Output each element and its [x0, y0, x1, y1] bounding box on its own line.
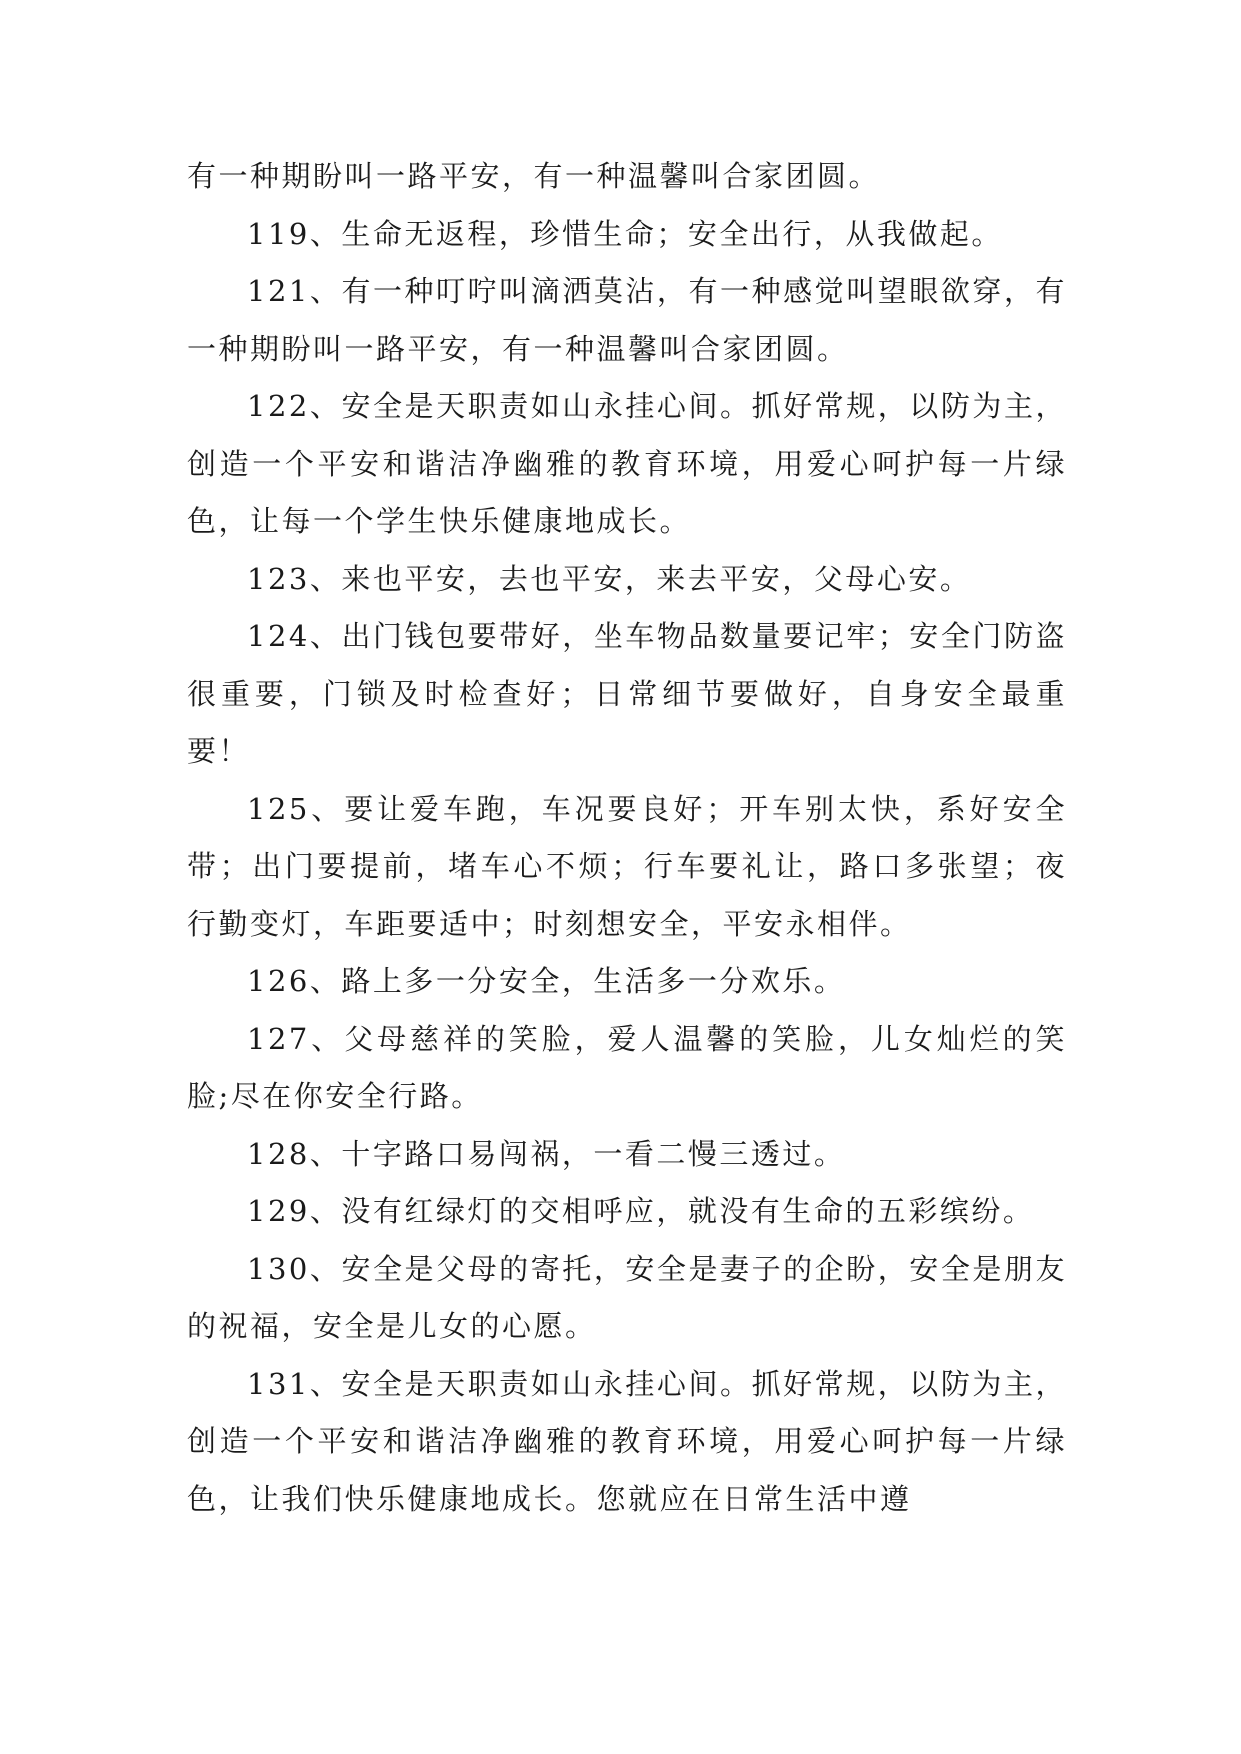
paragraph-122: 122、安全是天职责如山永挂心间。抓好常规，以防为主，创造一个平安和谐洁净幽雅的教育环境，用爱心呵护每一片绿色，让每一个学生快乐健康地成长。 [187, 389, 1067, 538]
paragraph-121: 121、有一种叮咛叫滴洒莫沾，有一种感觉叫望眼欲穿，有一种期盼叫一路平安，有一种温馨叫合家团圆。 [187, 274, 1067, 366]
paragraph-119: 119、生命无返程，珍惜生命；安全出行，从我做起。 [247, 216, 1003, 251]
paragraph-continuation: 有一种期盼叫一路平安，有一种温馨叫合家团圆。 [187, 159, 881, 193]
paragraph-125: 125、要让爱车跑，车况要良好；开车别太快，系好安全带；出门要提前，堵车心不烦；行车要礼让，路口多张望；夜行勤变灯，车距要适中；时刻想安全，平安永相伴。 [187, 791, 1067, 941]
paragraph-128: 128、十字路口易闯祸，一看二慢三透过。 [247, 1136, 846, 1171]
document-body [187, 148, 1067, 1528]
paragraph-131: 131、安全是天职责如山永挂心间。抓好常规，以防为主，创造一个平安和谐洁净幽雅的教育环境，用爱心呵护每一片绿色，让我们快乐健康地成长。您就应在日常生活中遵 [187, 1366, 1067, 1516]
paragraph-127: 127、父母慈祥的笑脸，爱人温馨的笑脸，儿女灿烂的笑脸;尽在你安全行路。 [187, 1021, 1067, 1113]
paragraph-130: 130、安全是父母的寄托，安全是妻子的企盼，安全是朋友的祝福，安全是儿女的心愿。 [187, 1251, 1067, 1343]
paragraph-126: 126、路上多一分安全，生活多一分欢乐。 [247, 964, 846, 998]
paragraph-123: 123、来也平安，去也平安，来去平安，父母心安。 [247, 561, 972, 596]
paragraph-129: 129、没有红绿灯的交相呼应，就没有生命的五彩缤纷。 [247, 1194, 1035, 1228]
paragraph-124: 124、出门钱包要带好，坐车物品数量要记牢；安全门防盗很重要，门锁及时检查好；日常细节要做好，自身安全最重要！ [187, 619, 1067, 768]
